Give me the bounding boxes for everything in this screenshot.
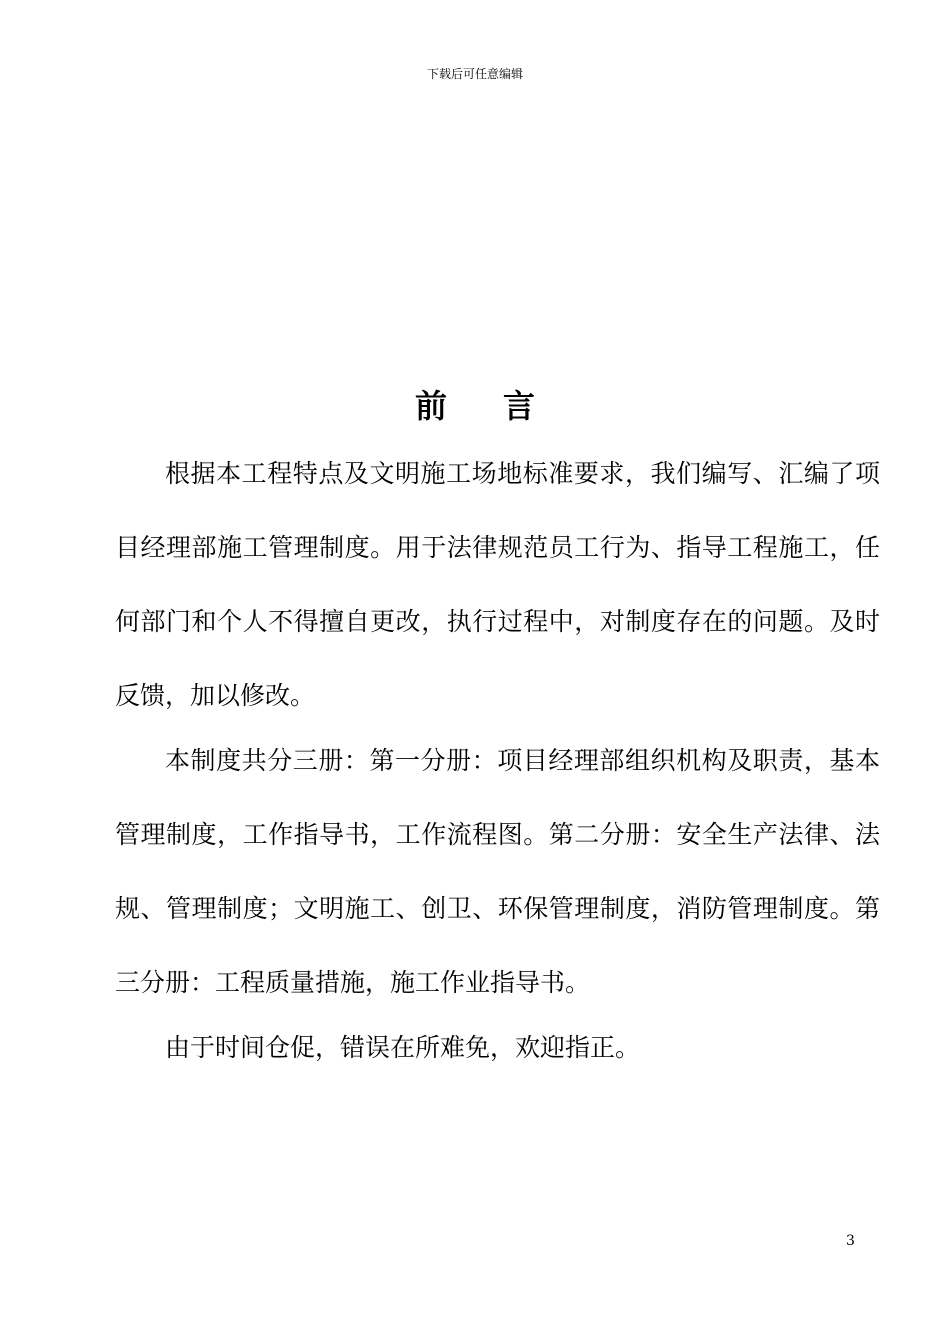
- paragraph-text: 本制度共分三册：第一分册：项目经理部组织机构及职责，基本管理制度，工作指导书，工作流程图。第二分册：安全生产法律、法规、管理制度；文明施工、创卫、环保管理制度，消防管理制度。第三分册：工程质量措施，施工作业指导书。: [115, 746, 880, 997]
- header-note: 下载后可任意编辑: [426, 67, 523, 81]
- paragraph-volumes: [115, 724, 880, 1020]
- paragraph-closing: [115, 1011, 880, 1085]
- page-number: 3: [846, 1233, 855, 1249]
- paragraph-text: 由于时间仓促，错误在所难免，欢迎指正。: [165, 1033, 641, 1062]
- paragraph-intro: [115, 437, 880, 733]
- paragraph-text: 根据本工程特点及文明施工场地标准要求，我们编写、汇编了项目经理部施工管理制度。用于法律规范员工行为、指导工程施工，任何部门和个人不得擅自更改，执行过程中，对制度存在的问题。及时反馈，加以修改。: [115, 459, 880, 710]
- page-title: [0, 384, 950, 428]
- title-char-1: 前: [414, 387, 447, 425]
- title-char-2: 言: [503, 387, 536, 425]
